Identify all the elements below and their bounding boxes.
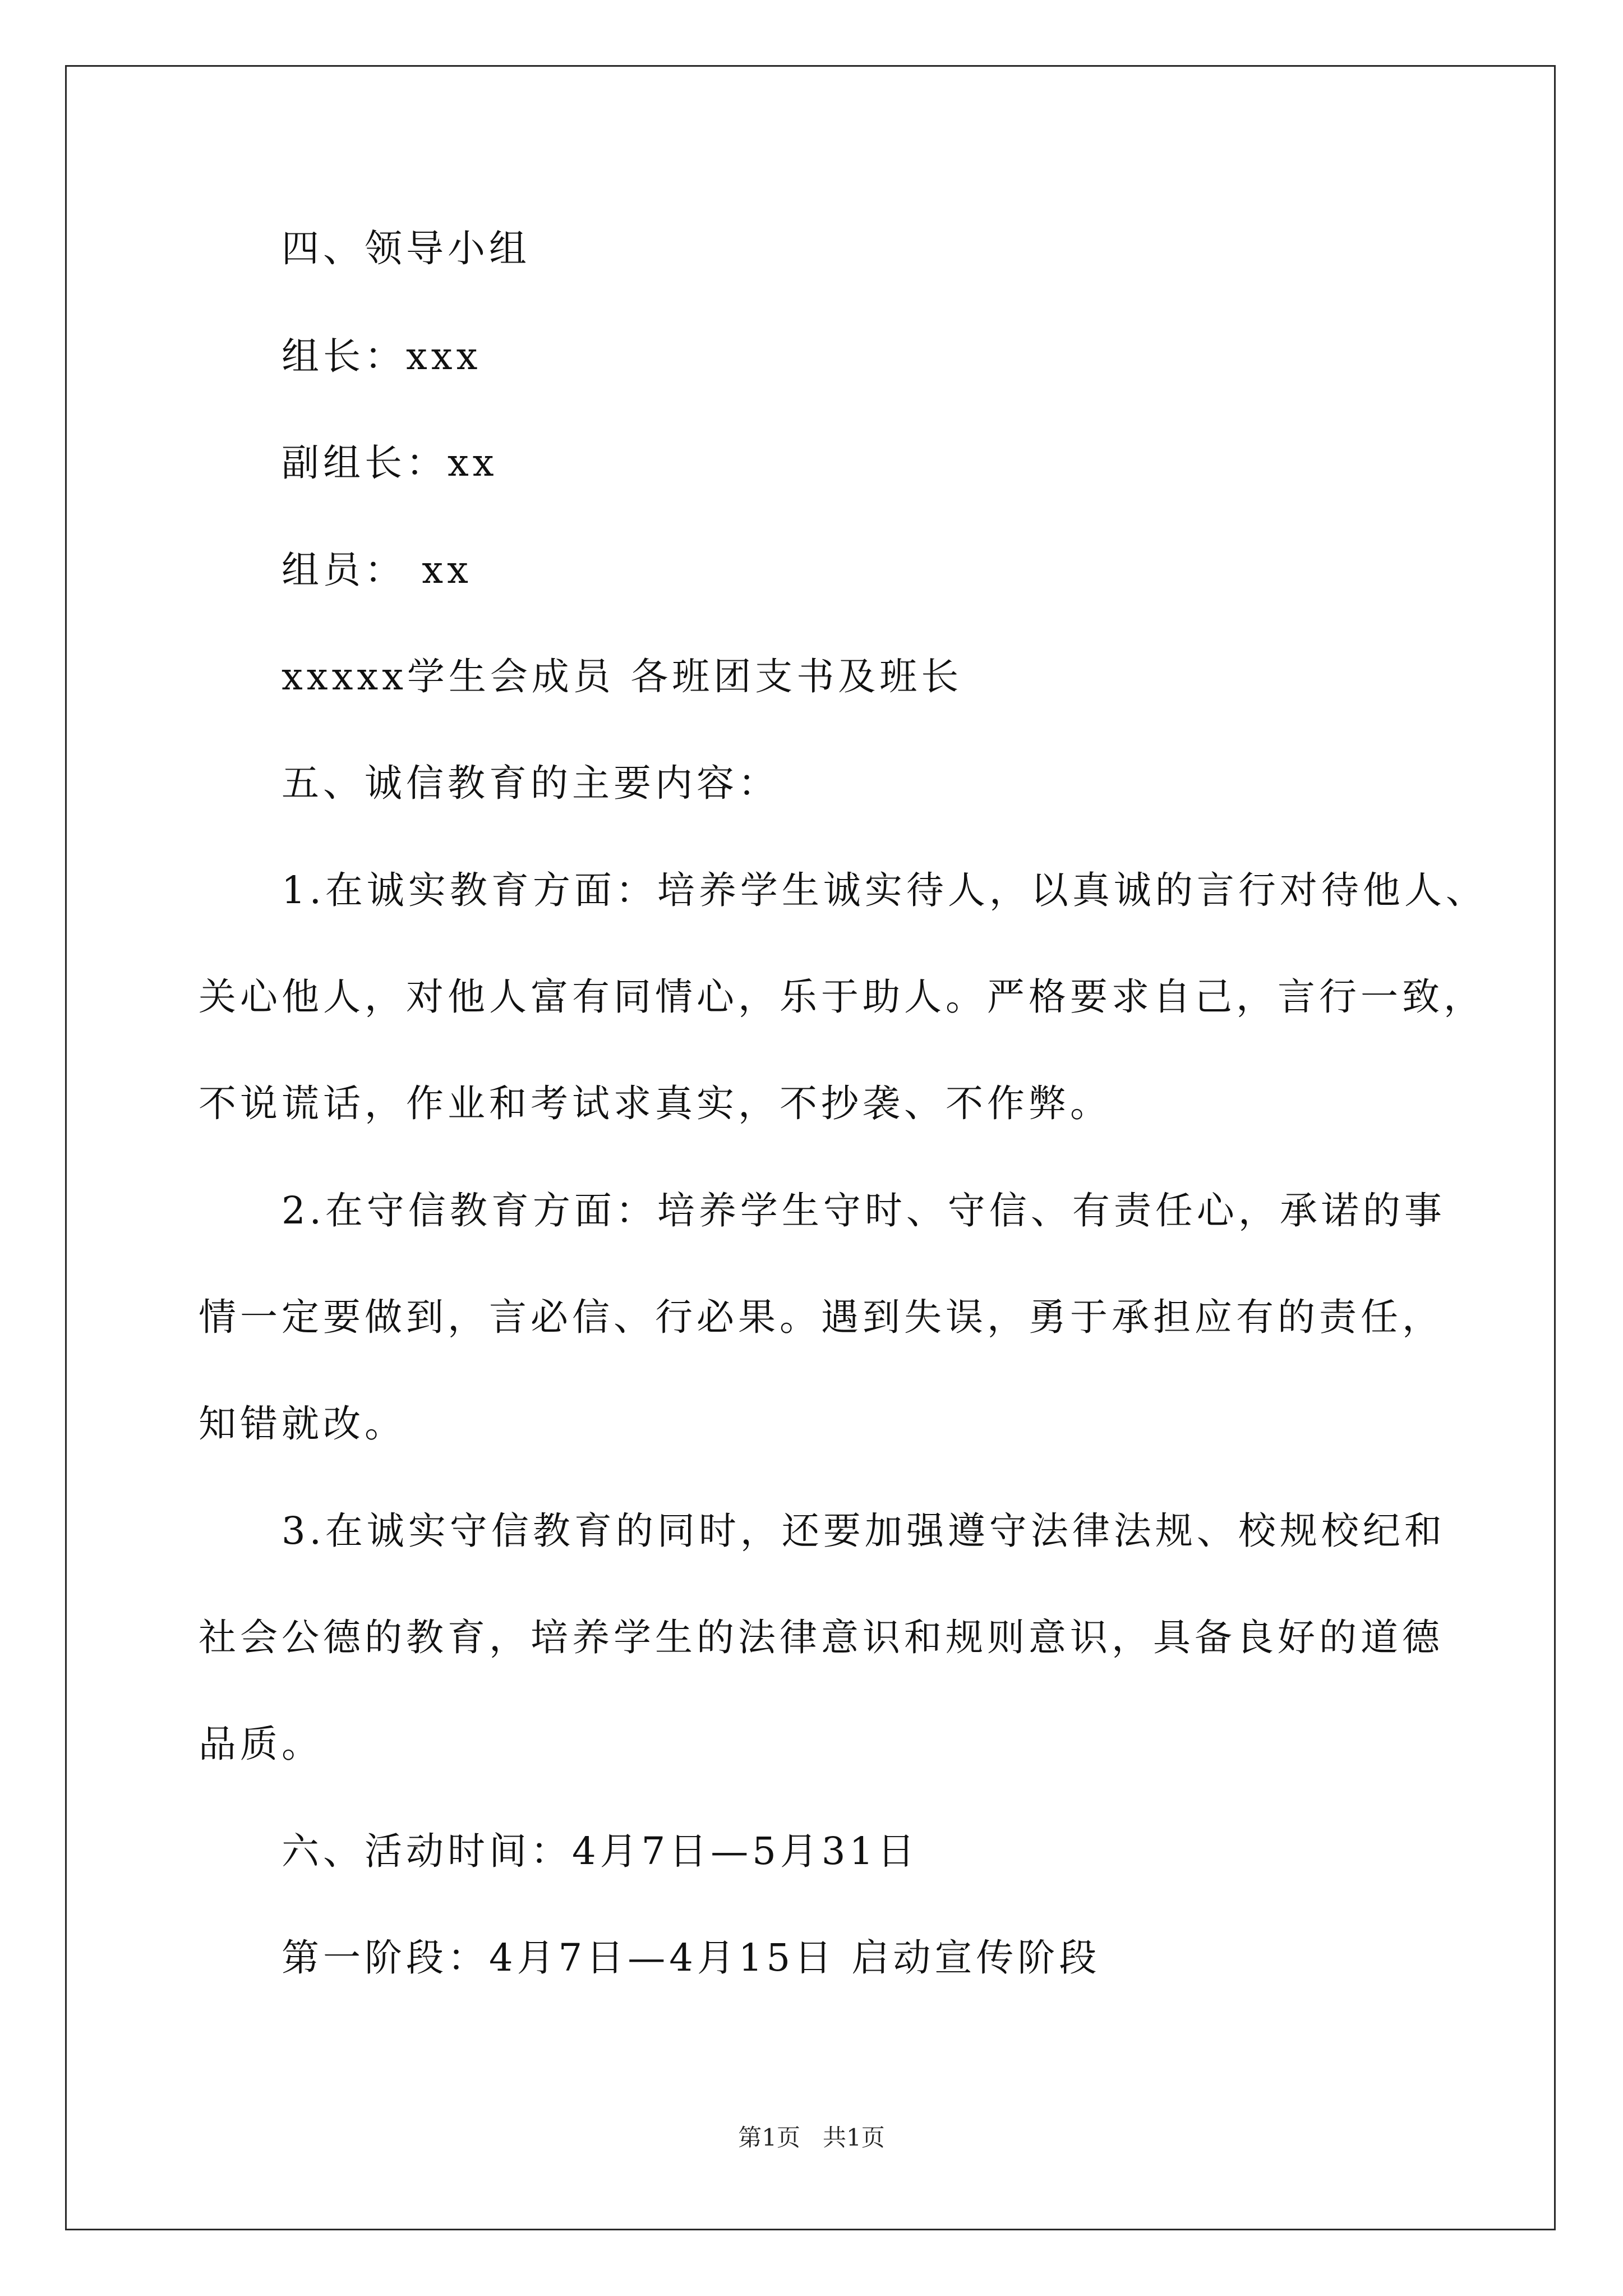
paragraph-2-line-3: 知错就改。 [199,1402,406,1446]
section-heading-leadership-group: 四、领导小组 [282,227,531,270]
members-detail-line: xxxxx学生会成员 各班团支书及班长 [282,655,963,698]
paragraph-2-line-1: 2.在守信教育方面：培养学生守时、守信、有责任心，承诺的事 [282,1189,1446,1232]
page-footer: 第1页 共1页 [738,2124,885,2151]
members-line: 组员： xx [282,548,472,592]
phase-one-line: 第一阶段：4月7日—4月15日 启动宣传阶段 [282,1936,1101,1980]
paragraph-1-line-2: 关心他人，对他人富有同情心，乐于助人。严格要求自己，言行一致， [199,975,1485,1019]
paragraph-3-line-1: 3.在诚实守信教育的同时，还要加强遵守法律法规、校规校纪和 [282,1509,1446,1553]
paragraph-2-line-2: 情一定要做到，言必信、行必果。遇到失误，勇于承担应有的责任， [199,1295,1444,1339]
paragraph-3-line-3: 品质。 [199,1722,323,1766]
paragraph-3-line-2: 社会公德的教育，培养学生的法律意识和规则意识，具备良好的道德 [199,1616,1444,1659]
section-heading-main-content: 五、诚信教育的主要内容： [282,761,780,805]
section-heading-activity-time: 六、活动时间：4月7日—5月31日 [282,1829,919,1873]
leader-line: 组长：xxx [282,334,482,378]
paragraph-1-line-3: 不说谎话，作业和考试求真实，不抄袭、不作弊。 [199,1082,1112,1125]
deputy-leader-line: 副组长：xx [282,441,498,485]
paragraph-1-line-1: 1.在诚实教育方面：培养学生诚实待人，以真诚的言行对待他人、 [282,868,1487,912]
page-border [65,65,1556,2230]
